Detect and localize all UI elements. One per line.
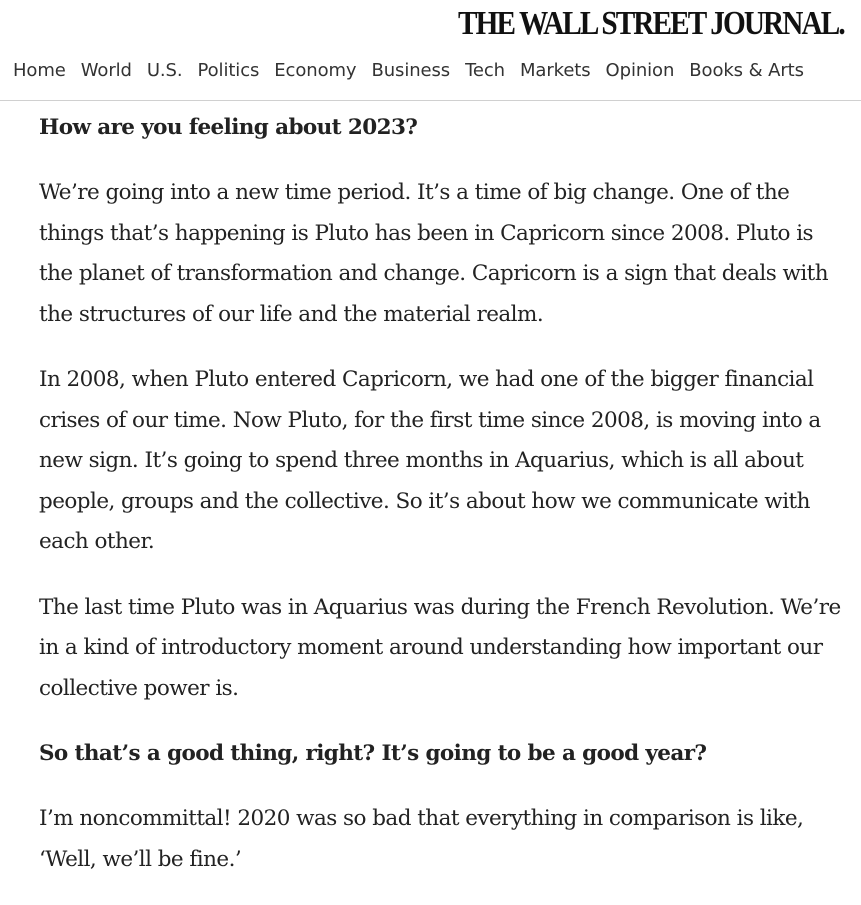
nav-item-politics[interactable]: Politics — [197, 60, 260, 81]
nav-item-markets[interactable]: Markets — [519, 60, 591, 81]
nav-item-books-arts[interactable]: Books & Arts — [689, 60, 804, 81]
article-paragraph: The last time Pluto was in Aquarius was during the French Revolution. We’re in a kind of introductory moment around understanding how important our collective power is. — [39, 594, 841, 701]
interview-question: So that’s a good thing, right? It’s going to be a good year? — [39, 741, 707, 766]
nav-item-business[interactable]: Business — [371, 60, 451, 81]
section-nav — [13, 58, 819, 84]
nav-item-tech[interactable]: Tech — [465, 60, 505, 81]
nav-item-opinion[interactable]: Opinion — [605, 60, 675, 81]
wsj-logo[interactable]: THE WALL STREET JOURNAL. — [458, 5, 844, 42]
article-paragraph: In 2008, when Pluto entered Capricorn, we had one of the bigger financial crises of our time. Now Pluto, for the first time since 2008, is moving into a new sign. It’s going to spend three months in Aquarius, which is all about people, groups and the collective. So it’s about how we communicate with each other. — [39, 367, 821, 554]
interview-question: How are you feeling about 2023? — [39, 115, 418, 140]
nav-divider — [0, 100, 861, 101]
article-body — [39, 108, 849, 905]
article-paragraph: We’re going into a new time period. It’s a time of big change. One of the things that’s happening is Pluto has been in Capricorn since 2008. Pluto is the planet of transformation and change. Capricorn is a sign that deals with the structures of our life and the material realm. — [39, 180, 829, 327]
masthead — [0, 4, 861, 48]
nav-item-economy[interactable]: Economy — [274, 60, 357, 81]
nav-item-us[interactable]: U.S. — [146, 60, 183, 81]
nav-item-home[interactable]: Home — [13, 60, 66, 81]
nav-item-world[interactable]: World — [80, 60, 132, 81]
article-paragraph: I’m noncommittal! 2020 was so bad that everything in comparison is like, ‘Well, we’ll be fine.’ — [39, 806, 804, 872]
